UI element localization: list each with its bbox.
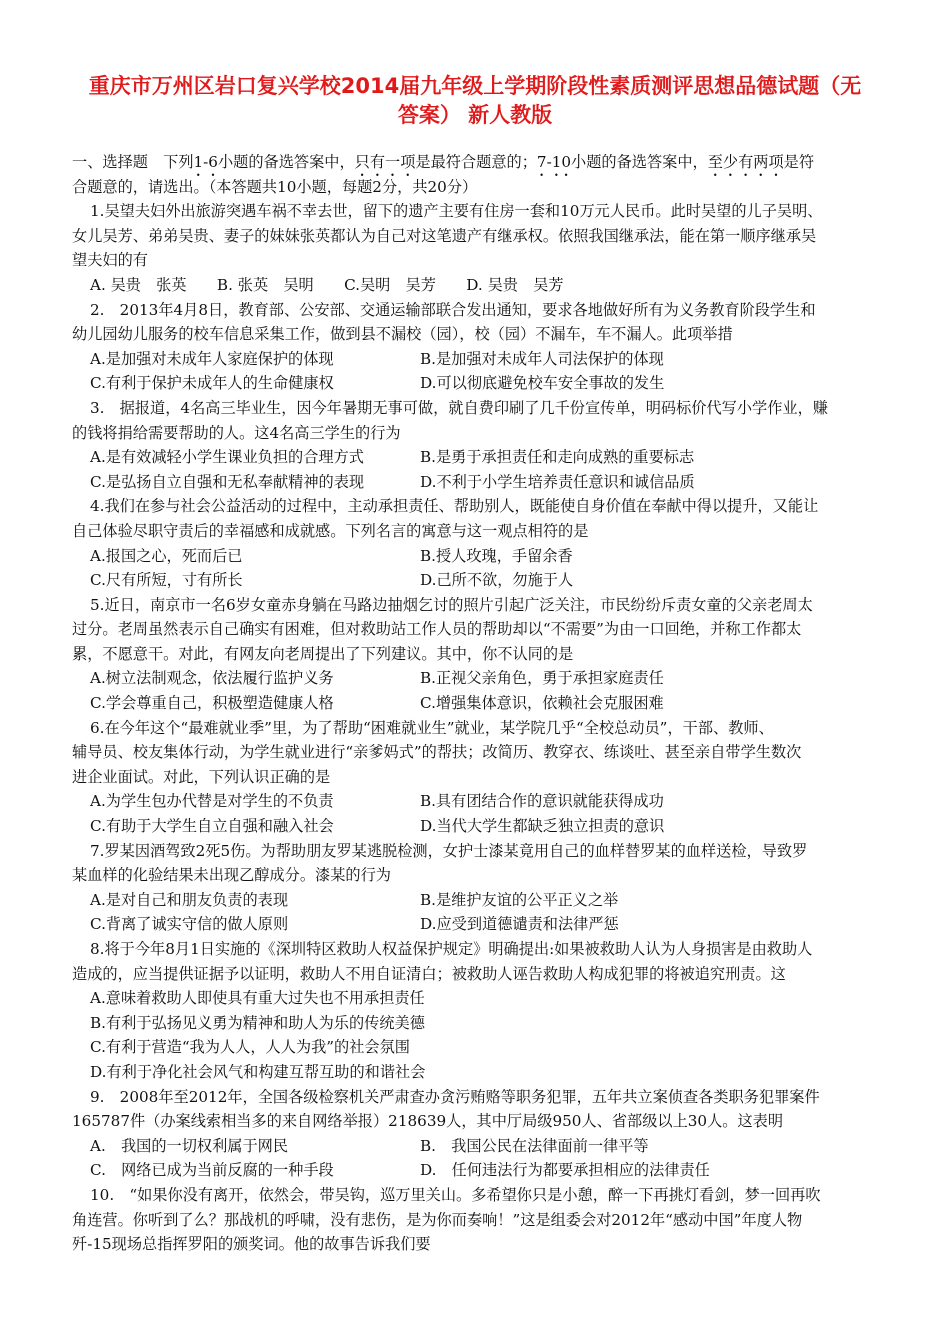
question-8-line: 造成的，应当提供证据予以证明，救助人不用自证清白；被救助人诬告救助人构成犯罪的将被追究刑责。这	[72, 964, 786, 983]
question-7-option-row	[72, 888, 912, 913]
title-line-2: 答案） 新人教版	[397, 103, 553, 127]
question-10-line: 歼-15现场总指挥罗阳的颁奖词。他的故事告诉我们要	[72, 1235, 431, 1254]
question-8-line: 8.将于今年8月1日实施的《深圳特区救助人权益保护规定》明确提出:如果被救助人认为人身损害是由救助人	[90, 940, 813, 958]
question-4-option: C.尺有所短，寸有所长	[90, 571, 243, 590]
question-9-option: B. 我国公民在法律面前一律平等	[420, 1136, 649, 1155]
question-2-option: A.是加强对未成年人家庭保护的体现	[90, 349, 334, 368]
question-6-option-row	[72, 814, 912, 839]
question-10-line: 角连营。你听到了么？那战机的呼啸，没有悲伤，是为你而奏响！”这是组委会对2012年“感动中国”年度人物	[72, 1210, 803, 1229]
question-6-option-row	[72, 789, 912, 814]
question-9-option-row	[72, 1134, 912, 1159]
question-3-option-row	[72, 470, 912, 495]
question-2-option-row	[72, 347, 912, 372]
question-4-option: A.报国之心，死而后已	[90, 546, 243, 565]
question-4-option: B.授人玫瑰，手留余香	[420, 546, 573, 565]
question-4-option-row	[72, 544, 912, 569]
question-5-option-row	[72, 666, 912, 691]
question-2-option: D.可以彻底避免校车安全事故的发生	[420, 374, 665, 393]
question-4-line: 4.我们在参与社会公益活动的过程中，主动承担责任、帮助别人，既能使自身价值在奉献中得以提升，又能让	[90, 497, 819, 516]
question-3-option: A.是有效减轻小学生课业负担的合理方式	[90, 448, 364, 467]
question-1-line: 女儿吴芳、弟弟吴贵、妻子的妹妹张英都认为自己对这笔遗产有继承权。依照我国继承法，能在第一顺序继承吴	[72, 226, 817, 245]
question-5-line: 累，不愿意干。对此，有网友向老周提出了下列建议。其中，你不认同的是	[72, 644, 574, 663]
question-5-option: B.正视父亲角色，勇于承担家庭责任	[420, 669, 664, 688]
instructions-line-1: 一、选择题 下列1-6小题的备选答案中，只有一项是最符合题意的；7-10小题的备选答案中，至少有两项是符	[72, 153, 815, 171]
question-8-option: C.有利于营造“我为人人，人人为我”的社会氛围	[90, 1038, 410, 1057]
page-title	[60, 72, 890, 130]
question-2-line: 幼儿园幼儿服务的校车信息采集工作，做到县不漏校（园），校（园）不漏车，车不漏人。此项举措	[72, 325, 733, 344]
question-4-line: 自己体验尽职守责后的幸福感和成就感。下列名言的寓意与这一观点相符的是	[72, 521, 589, 540]
question-8-option: B.有利于弘扬见义勇为精神和助人为乐的传统美德	[90, 1013, 425, 1032]
title-line-1: 重庆市万州区岩口复兴学校2014届九年级上学期阶段性素质测评思想品德试题（无	[88, 74, 862, 98]
question-5-option: C.学会尊重自己，积极塑造健康人格	[90, 694, 334, 713]
question-1-option: A. 吴贵 张英 B. 张英 吴明 C.吴明 吴芳 D. 吴贵 吴芳	[90, 275, 564, 294]
question-4-option: D.己所不欲，勿施于人	[420, 571, 574, 590]
question-5-option-row	[72, 691, 912, 716]
question-6-option: D.当代大学生都缺乏独立担责的意识	[420, 817, 665, 836]
question-3-option-row	[72, 445, 912, 470]
question-3-option: D.不利于小学生培养责任意识和诚信品质	[420, 472, 695, 491]
exam-body	[72, 150, 912, 1257]
question-9-line: 9. 2008年至2012年，全国各级检察机关严肃查办贪污贿赂等职务犯罪，五年共立案侦查各类职务犯罪案件	[90, 1087, 820, 1106]
question-6-option: A.为学生包办代替是对学生的不负责	[90, 792, 334, 811]
question-5-option: A.树立法制观念，依法履行监护义务	[90, 669, 334, 688]
question-6-line: 6.在今年这个“最难就业季”里，为了帮助“困难就业生”就业，某学院几乎“全校总动员”，干部、教师、	[90, 718, 774, 737]
question-5-line: 5.近日，南京市一名6岁女童赤身躺在马路边抽烟乞讨的照片引起广泛关注，市民纷纷斥责女童的父亲老周太	[90, 595, 813, 614]
question-7-option: C.背离了诚实守信的做人原则	[90, 915, 289, 934]
question-7-option: A.是对自己和朋友负责的表现	[90, 890, 289, 909]
question-3-option: C.是弘扬自立自强和无私奉献精神的表现	[90, 472, 365, 491]
question-10-line: 10. “如果你没有离开，依然会，带吴钩，巡万里关山。多希望你只是小憩，醉一下再挑灯看剑，梦一回再吹	[90, 1185, 821, 1204]
question-7-option: B.是维护友谊的公平正义之举	[420, 890, 619, 909]
question-7-option: D.应受到道德谴责和法律严惩	[420, 915, 619, 934]
question-2-option: B.是加强对未成年人司法保护的体现	[420, 349, 664, 368]
question-6-line: 辅导员、校友集体行动，为学生就业进行“亲爹妈式”的帮扶；改简历、教穿衣、练谈吐、甚至亲自带学生数次	[72, 743, 802, 762]
question-9-option: C. 网络已成为当前反腐的一种手段	[90, 1161, 334, 1180]
question-6-option: B.具有团结合作的意识就能获得成功	[420, 792, 664, 811]
question-9-option: A. 我国的一切权利属于网民	[90, 1136, 289, 1155]
question-6-line: 进企业面试。对此，下列认识正确的是	[72, 767, 331, 786]
question-4-option-row	[72, 568, 912, 593]
question-8-option: A.意味着救助人即使具有重大过失也不用承担责任	[90, 989, 425, 1008]
question-3-line: 的钱将捐给需要帮助的人。这4名高三学生的行为	[72, 423, 401, 442]
question-2-option-row	[72, 371, 912, 396]
question-list	[72, 199, 912, 1257]
question-7-option-row	[72, 912, 912, 937]
question-9-option-row	[72, 1158, 912, 1183]
question-5-line: 过分。老周虽然表示自己确实有困难，但对救助站工作人员的帮助却以“不需要”为由一口回绝，并称工作都太	[72, 620, 802, 639]
question-8-option: D.有利于净化社会风气和构建互帮互助的和谐社会	[90, 1062, 426, 1081]
instructions-line-2: 合题意的，请选出。（本答题共10小题，每题2分，共20分）	[72, 177, 478, 196]
question-1-line: 望夫妇的有	[72, 251, 148, 270]
question-7-line: 7.罗某因酒驾致2死5伤。为帮助朋友罗某逃脱检测，女护士漆某竟用自己的血样替罗某的血样送检，导致罗	[90, 841, 808, 860]
question-6-option: C.有助于大学生自立自强和融入社会	[90, 817, 334, 836]
question-9-line: 165787件（办案线索相当多的来自网络举报）218639人，其中厅局级950人、省部级以上30人。这表明	[72, 1112, 784, 1131]
question-3-option: B.是勇于承担责任和走向成熟的重要标志	[420, 448, 695, 467]
question-2-option: C.有利于保护未成年人的生命健康权	[90, 374, 334, 393]
question-7-line: 某血样的化验结果未出现乙醇成分。漆某的行为	[72, 866, 391, 885]
question-5-option: C.增强集体意识，依赖社会克服困难	[420, 694, 664, 713]
question-9-option: D. 任何违法行为都要承担相应的法律责任	[420, 1161, 710, 1180]
question-2-line: 2. 2013年4月8日，教育部、公安部、交通运输部联合发出通知，要求各地做好所有为义务教育阶段学生和	[90, 300, 816, 319]
question-3-line: 3. 据报道，4名高三毕业生，因今年暑期无事可做，就自费印刷了几千份宣传单，明码标价代写小学作业，赚	[90, 398, 828, 417]
question-1-line: 1.吴望夫妇外出旅游突遇车祸不幸去世，留下的遗产主要有住房一套和10万元人民币。此时吴望的儿子吴明、	[90, 202, 823, 221]
